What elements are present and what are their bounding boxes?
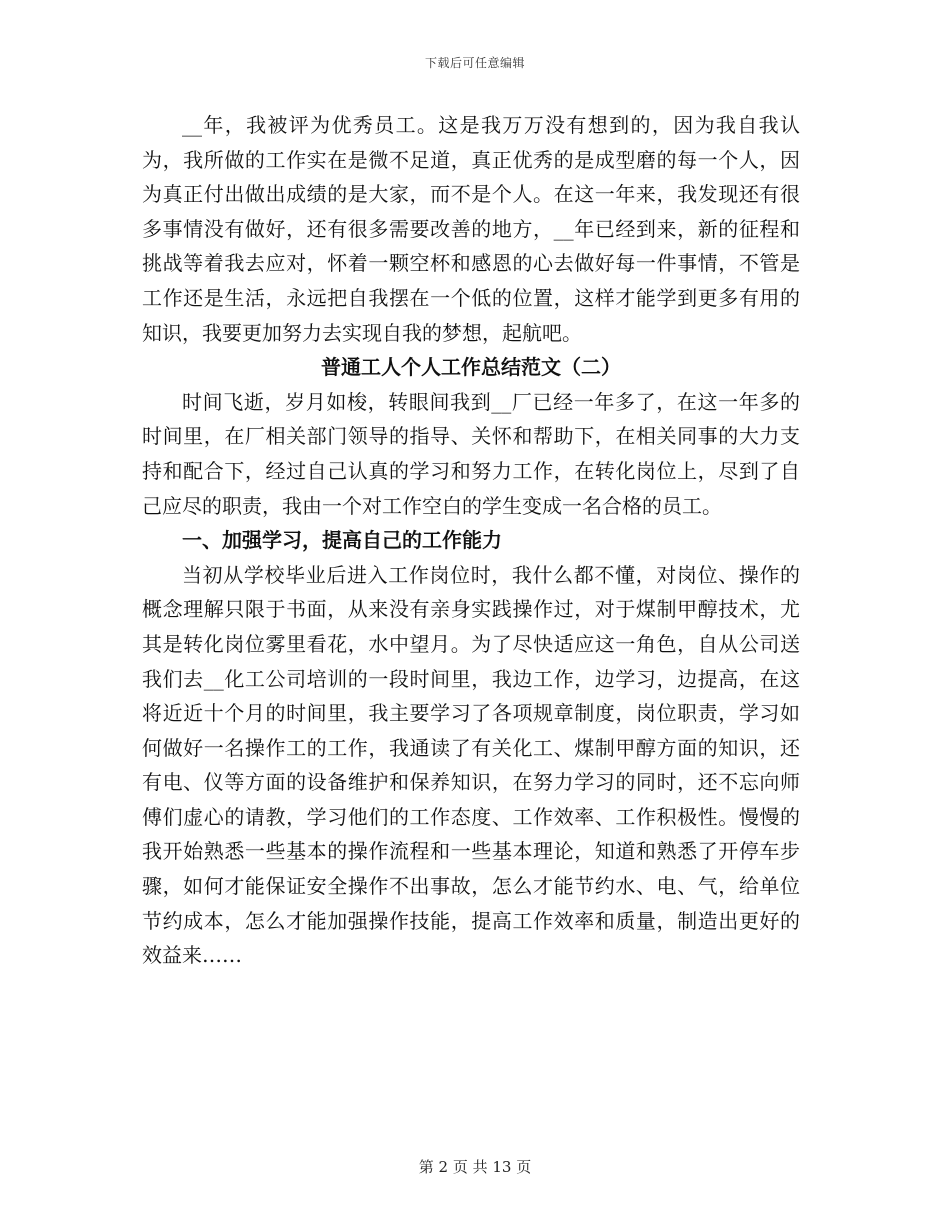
paragraph-1: __年，我被评为优秀员工。这是我万万没有想到的，因为我自我认为，我所做的工作实在是微不足道，真正优秀的是成型磨的每一个人，因为真正付出做出成绩的是大家，而不是个人。在这一年来，我发现还有很多事情没有做好，还有很多需要改善的地方，__年已经到来，新的征程和挑战等着我去应对，怀着一颗空杯和感恩的心去做好每一件事情，不管是工作还是生活，永远把自我摆在一个低的位置，这样才能学到更多有用的知识，我要更加努力去实现自我的梦想，起航吧。 [142,113,800,345]
subheading-1: 一、加强学习，提高自己的工作能力 [182,528,502,553]
section-title: 普通工人个人工作总结范文（二） [321,355,621,380]
paragraph-2: 时间飞逝，岁月如梭，转眼间我到__厂已经一年多了，在这一年多的时间里，在厂相关部门领导的指导、关怀和帮助下，在相关同事的大力支持和配合下，经过自己认真的学习和努力工作，在转化岗位上，尽到了自己应尽的职责，我由一个对工作空白的学生变成一名合格的员工。 [142,389,800,518]
paragraph-3: 当初从学校毕业后进入工作岗位时，我什么都不懂，对岗位、操作的概念理解只限于书面，从来没有亲身实践操作过，对于煤制甲醇技术，尤其是转化岗位雾里看花，水中望月。为了尽快适应这一角色，自从公司送我们去__化工公司培训的一段时间里，我边工作，边学习，边提高，在这将近近十个月的时间里，我主要学习了各项规章制度，岗位职责，学习如何做好一名操作工的工作，我通读了有关化工、煤制甲醇方面的知识，还有电、仪等方面的设备维护和保养知识，在努力学习的同时，还不忘向师傅们虚心的请教，学习他们的工作态度、工作效率、工作积极性。慢慢的我开始熟悉一些基本的操作流程和一些基本理论，知道和熟悉了开停车步骤，如何才能保证安全操作不出事故，怎么才能节约水、电、气，给单位节约成本，怎么才能加强操作技能，提高工作效率和质量，制造出更好的效益来…… [142,562,800,968]
page-header: 下载后可任意编辑 [424,56,525,70]
page-footer: 第 2 页 共 13 页 [418,1158,532,1176]
document-body [142,108,800,973]
